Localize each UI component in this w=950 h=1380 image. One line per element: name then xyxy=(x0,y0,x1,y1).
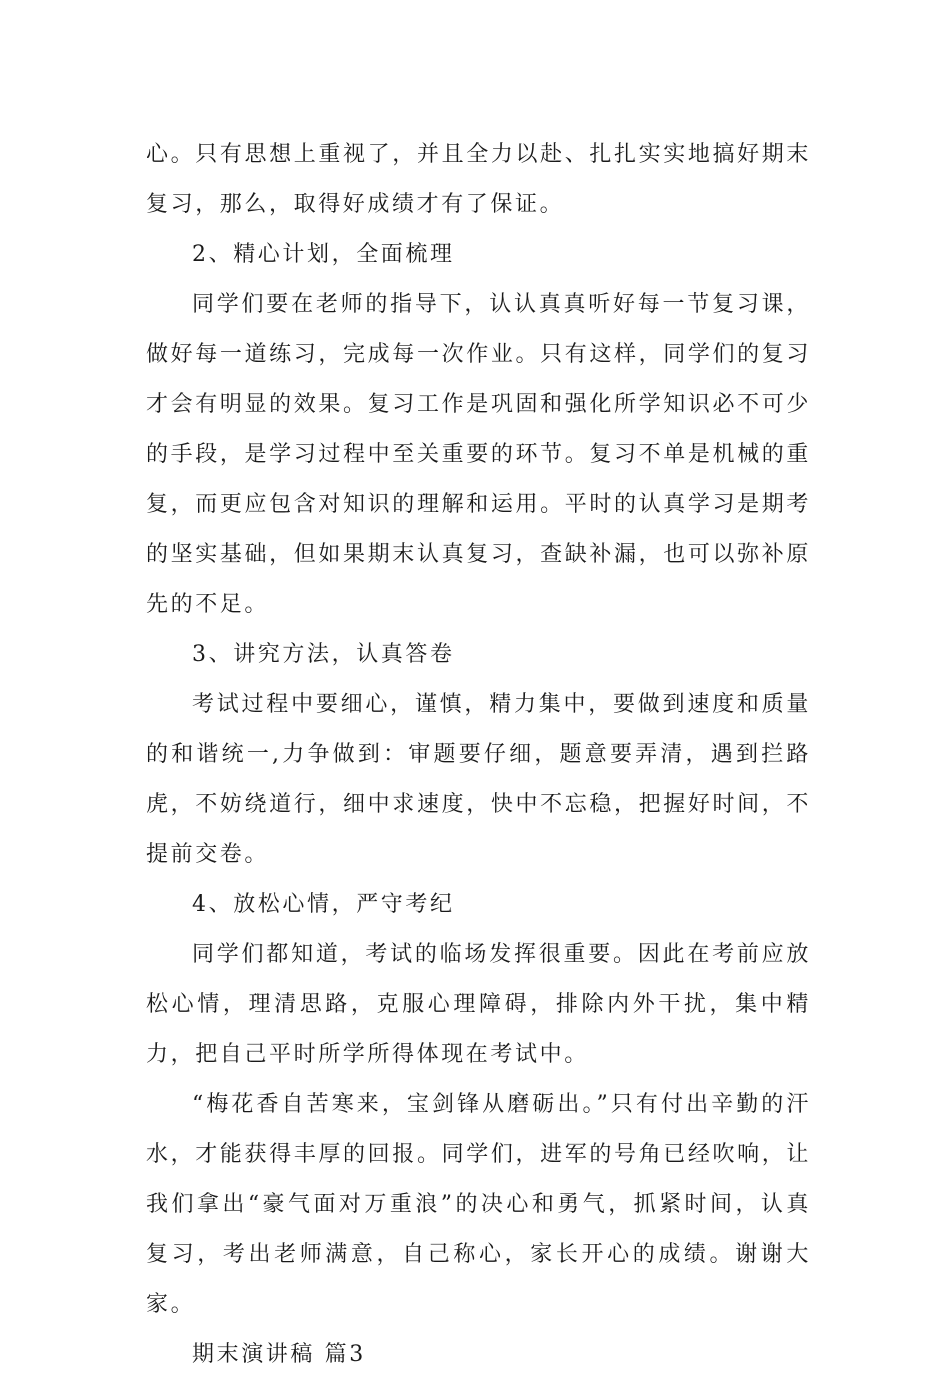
section-heading-4: 4、放松心情，严守考纪 xyxy=(192,892,455,917)
section-heading-3: 3、讲究方法，认真答卷 xyxy=(192,642,455,667)
speech-title-part-3: 期末演讲稿 篇3 xyxy=(192,1342,366,1367)
paragraph-review-plan: 同学们要在老师的指导下，认认真真听好每一节复习课，做好每一道练习，完成每一次作业。只有这样，同学们的复习才会有明显的效果。复习工作是巩固和强化所学知识必不可少的手段，是学习过程中至关重要的环节。复习不单是机械的重复，而更应包含对知识的理解和运用。平时的认真学习是期考的坚实基础，但如果期末认真复习，查缺补漏，也可以弥补原先的不足。 xyxy=(146,292,811,617)
section-heading-2: 2、精心计划，全面梳理 xyxy=(192,242,455,267)
document-body xyxy=(146,130,811,1380)
paragraph-exam-method: 考试过程中要细心，谨慎，精力集中，要做到速度和质量的和谐统一,力争做到：审题要仔细，题意要弄清，遇到拦路虎，不妨绕道行，细中求速度，快中不忘稳，把握好时间，不提前交卷。 xyxy=(146,692,811,867)
paragraph-relax: 同学们都知道，考试的临场发挥很重要。因此在考前应放松心情，理清思路，克服心理障碍，排除内外干扰，集中精力，把自己平时所学所得体现在考试中。 xyxy=(146,942,811,1067)
paragraph-closing: “梅花香自苦寒来，宝剑锋从磨砺出。”只有付出辛勤的汗水，才能获得丰厚的回报。同学们，进军的号角已经吹响，让我们拿出“豪气面对万重浪”的决心和勇气，抓紧时间，认真复习，考出老师满意，自己称心，家长开心的成绩。谢谢大家。 xyxy=(146,1092,811,1317)
paragraph-continuation: 心。只有思想上重视了，并且全力以赴、扎扎实实地搞好期末复习，那么，取得好成绩才有了保证。 xyxy=(146,142,811,217)
